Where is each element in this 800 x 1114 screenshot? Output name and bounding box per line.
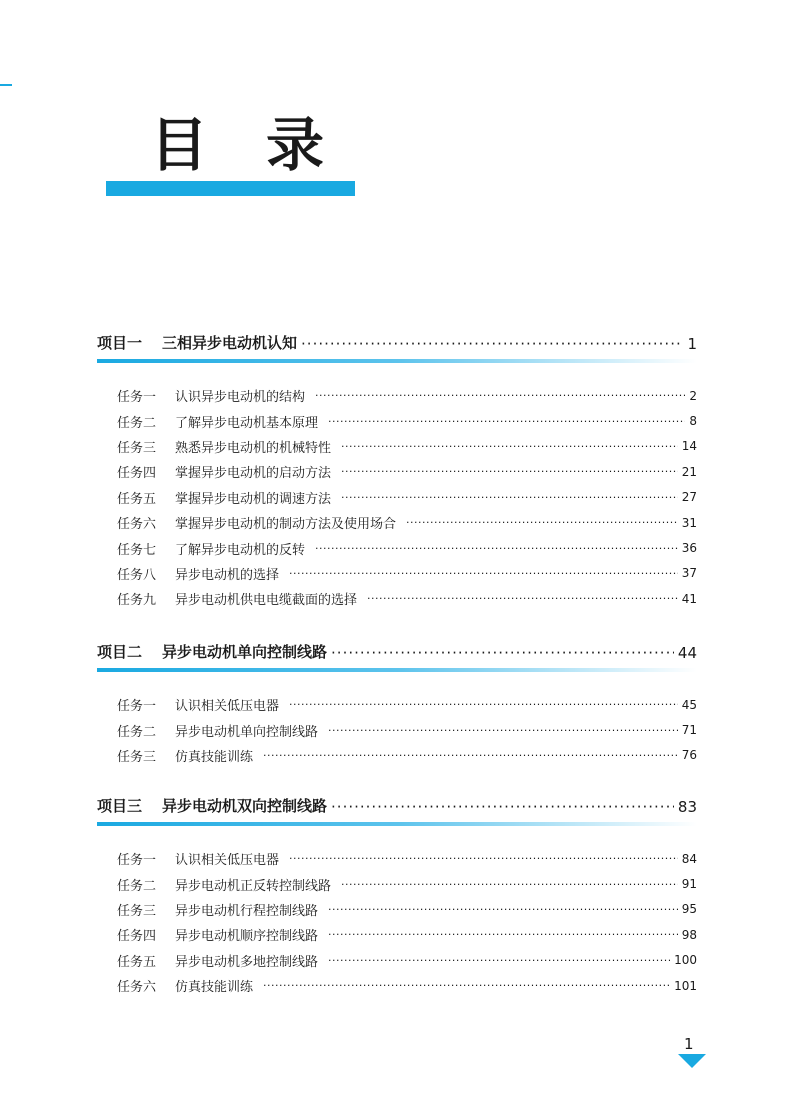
task-page-number: 45 [681, 697, 697, 712]
dot-leader [331, 644, 674, 662]
task-page-number: 76 [681, 748, 697, 763]
dot-leader [263, 749, 678, 762]
dot-leader [328, 724, 678, 737]
dot-leader [341, 491, 678, 504]
task-name: 异步电动机多地控制线路 [175, 954, 319, 970]
toc-entry[interactable] [117, 434, 697, 459]
task-name: 熟悉异步电动机的机械特性 [175, 440, 332, 456]
task-page-number: 91 [681, 877, 697, 892]
toc-entry[interactable] [117, 846, 697, 871]
task-label: 任务五 [117, 491, 157, 507]
project-name: 三相异步电动机认知 [162, 334, 298, 352]
project-label: 项目二 [97, 643, 143, 661]
task-page-number: 36 [681, 541, 697, 556]
dot-leader [263, 979, 670, 992]
task-name: 认识相关低压电器 [175, 853, 280, 869]
dot-leader [367, 592, 678, 605]
task-name: 异步电动机顺序控制线路 [175, 929, 319, 945]
task-label: 任务九 [117, 593, 157, 609]
toc-entry[interactable] [117, 743, 697, 768]
task-page-number: 14 [681, 439, 697, 454]
project-heading[interactable] [97, 790, 697, 816]
task-label: 任务二 [117, 878, 157, 894]
task-page-number: 98 [681, 927, 697, 942]
title-underline-bar [106, 181, 355, 196]
task-name: 异步电动机正反转控制线路 [175, 878, 332, 894]
project-label: 项目一 [97, 334, 143, 352]
task-name: 掌握异步电动机的制动方法及使用场合 [175, 517, 397, 533]
page-marker-triangle-icon [678, 1054, 706, 1068]
task-page-number: 8 [689, 414, 697, 429]
dot-leader [289, 567, 678, 580]
project-divider [97, 359, 697, 363]
dot-leader [301, 335, 683, 353]
task-name: 掌握异步电动机的启动方法 [175, 466, 332, 482]
dot-leader [315, 389, 685, 402]
project-heading[interactable] [97, 327, 697, 353]
task-page-number: 84 [681, 851, 697, 866]
dot-leader [328, 928, 678, 941]
project-page-number: 44 [677, 644, 697, 662]
project-page-number: 83 [677, 798, 697, 816]
toc-entry[interactable] [117, 459, 697, 484]
task-name: 异步电动机的选择 [175, 567, 280, 583]
task-list [97, 692, 697, 768]
toc-entry[interactable] [117, 717, 697, 742]
task-page-number: 95 [681, 902, 697, 917]
task-page-number: 37 [681, 566, 697, 581]
project-section-3 [97, 790, 697, 998]
task-label: 任务二 [117, 415, 157, 431]
project-section-2 [97, 636, 697, 768]
task-label: 任务七 [117, 542, 157, 558]
task-list [97, 846, 697, 998]
toc-entry[interactable] [117, 948, 697, 973]
dot-leader [341, 465, 678, 478]
toc-entry[interactable] [117, 922, 697, 947]
project-label: 项目三 [97, 797, 143, 815]
dot-leader [341, 440, 678, 453]
task-name: 认识相关低压电器 [175, 699, 280, 715]
toc-entry[interactable] [117, 897, 697, 922]
corner-crop-mark [0, 84, 12, 86]
dot-leader [289, 698, 678, 711]
task-page-number: 71 [681, 723, 697, 738]
toc-entry[interactable] [117, 561, 697, 586]
task-label: 任务三 [117, 903, 157, 919]
dot-leader [289, 852, 678, 865]
task-list [97, 383, 697, 612]
project-divider [97, 668, 697, 672]
toc-entry[interactable] [117, 871, 697, 896]
task-page-number: 2 [689, 388, 697, 403]
task-page-number: 41 [681, 591, 697, 606]
task-name: 掌握异步电动机的调速方法 [175, 491, 332, 507]
project-divider [97, 822, 697, 826]
task-name: 异步电动机单向控制线路 [175, 724, 319, 740]
page-title: 目录 [150, 111, 383, 179]
dot-leader [328, 903, 678, 916]
task-page-number: 101 [674, 978, 697, 993]
dot-leader [341, 878, 678, 891]
toc-entry[interactable] [117, 408, 697, 433]
toc-entry[interactable] [117, 535, 697, 560]
task-label: 任务五 [117, 954, 157, 970]
task-name: 认识异步电动机的结构 [175, 390, 306, 406]
dot-leader [406, 516, 678, 529]
task-label: 任务四 [117, 466, 157, 482]
task-name: 了解异步电动机基本原理 [175, 415, 319, 431]
task-label: 任务二 [117, 724, 157, 740]
page-number: 1 [684, 1035, 694, 1053]
dot-leader [328, 954, 670, 967]
task-label: 任务三 [117, 749, 157, 765]
task-label: 任务三 [117, 440, 157, 456]
task-label: 任务六 [117, 980, 157, 996]
project-section-1 [97, 327, 697, 612]
task-label: 任务一 [117, 390, 157, 406]
task-label: 任务六 [117, 517, 157, 533]
task-label: 任务一 [117, 853, 157, 869]
task-name: 仿真技能训练 [175, 749, 254, 765]
toc-entry[interactable] [117, 586, 697, 611]
task-page-number: 31 [681, 515, 697, 530]
project-page-number: 1 [687, 335, 697, 353]
task-name: 仿真技能训练 [175, 980, 254, 996]
project-name: 异步电动机双向控制线路 [162, 797, 328, 815]
task-page-number: 100 [674, 953, 697, 968]
task-name: 异步电动机供电电缆截面的选择 [175, 593, 358, 609]
task-name: 了解异步电动机的反转 [175, 542, 306, 558]
task-label: 任务八 [117, 567, 157, 583]
task-label: 任务一 [117, 699, 157, 715]
toc-entry[interactable] [117, 973, 697, 998]
toc-entry[interactable] [117, 383, 697, 408]
task-page-number: 27 [681, 490, 697, 505]
project-name: 异步电动机单向控制线路 [162, 643, 328, 661]
toc-entry[interactable] [117, 510, 697, 535]
dot-leader [315, 542, 678, 555]
toc-entry[interactable] [117, 692, 697, 717]
project-heading[interactable] [97, 636, 697, 662]
task-name: 异步电动机行程控制线路 [175, 903, 319, 919]
task-page-number: 21 [681, 464, 697, 479]
task-label: 任务四 [117, 929, 157, 945]
dot-leader [331, 798, 674, 816]
toc-entry[interactable] [117, 485, 697, 510]
dot-leader [328, 415, 685, 428]
